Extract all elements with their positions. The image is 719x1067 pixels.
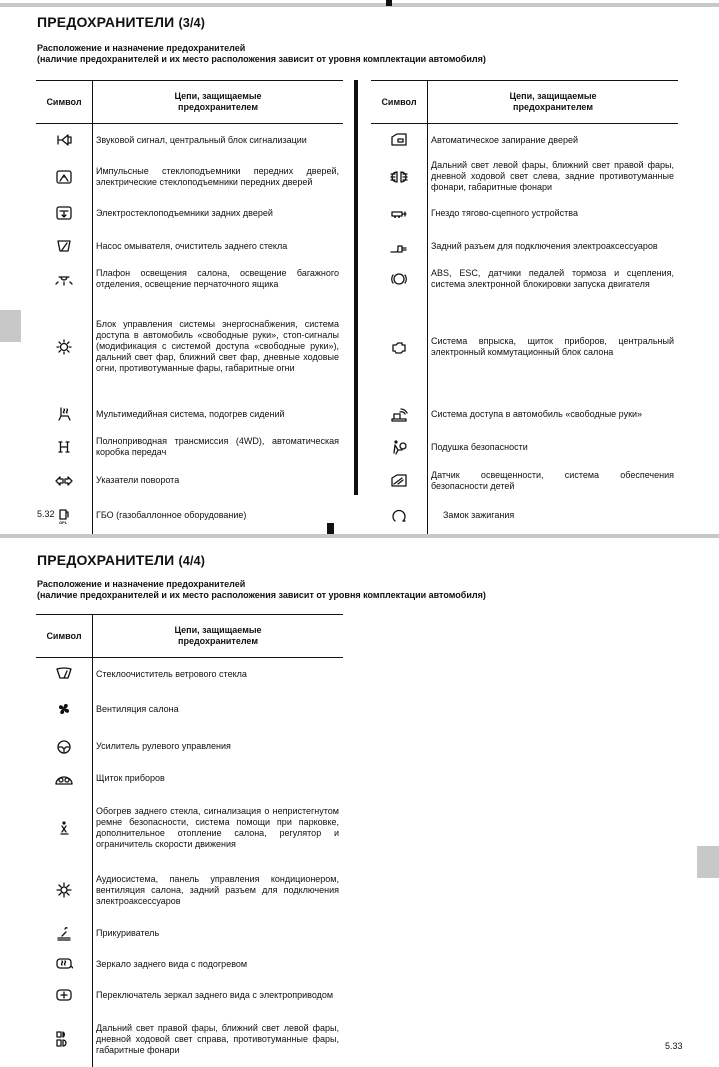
symbol-cell <box>36 464 93 498</box>
symbol-cell <box>36 263 93 296</box>
table-row <box>36 691 343 728</box>
page-number-top: 5.32 <box>37 509 55 519</box>
circuit-description: ГБО (газобаллонное оборудование) <box>96 510 247 520</box>
circuits-header <box>428 81 679 124</box>
table-row <box>371 464 678 498</box>
circuits-header-text: Цепи, защищаемые предохранителем <box>174 625 262 646</box>
fan-icon <box>55 700 73 718</box>
table-row <box>371 263 678 296</box>
table-row <box>36 296 343 398</box>
table-row <box>36 1012 343 1067</box>
circuits-header <box>93 615 344 658</box>
circuit-description: Звуковой сигнал, центральный блок сигнализации <box>96 134 307 145</box>
circuit-description: ABS, ESC, датчики педалей тормоза и сцепления, система электронной блокировки запуска двигателя <box>431 268 674 289</box>
airbag-icon <box>390 438 408 456</box>
table-row <box>371 296 678 398</box>
circuit-description: Усилитель рулевого управления <box>96 741 231 751</box>
table-row <box>371 498 678 534</box>
circuit-description: Блок управления системы энергоснабжения, система доступа в автомобиль «свободные руки», стоп-сигналы (модификация с системой доступа «свободные руки»), дальний свет фар, ближний свет фар, дневные ходовые огни, противотуманные фары, габаритные огни <box>96 319 339 373</box>
rear-wiper-icon <box>55 237 73 255</box>
symbol-header: Символ <box>371 81 428 124</box>
table-row <box>36 464 343 498</box>
abs-brake-icon <box>390 270 408 288</box>
circuit-description: Обогрев заднего стекла, сигнализация о непристегнутом ремне безопасности, система помощи при парковке, дополнительное отопление салона, регулятор и ограничитель скорости движения <box>96 805 339 849</box>
symbol-cell <box>36 431 93 464</box>
symbol-cell <box>36 197 93 230</box>
page-title-bottom <box>37 552 205 568</box>
column-divider <box>354 80 358 495</box>
mirror-adjust-icon <box>55 986 73 1004</box>
table-row <box>36 124 343 157</box>
symbol-header: Символ <box>36 615 93 658</box>
circuit-description: Стеклоочиститель ветрового стекла <box>96 668 247 679</box>
table-row <box>36 398 343 431</box>
symbol-cell <box>371 197 428 230</box>
circuit-description: Мультимедийная система, подогрев сидений <box>96 408 285 419</box>
heated-mirror-icon <box>55 955 73 973</box>
circuits-header-text: Цепи, защищаемые предохранителем <box>174 91 262 112</box>
circuit-description: Замок зажигания <box>443 510 515 520</box>
symbol-cell <box>371 296 428 398</box>
symbol-cell <box>371 157 428 197</box>
symbol-cell <box>36 950 93 979</box>
symbol-cell <box>36 658 93 691</box>
circuit-description: Плафон освещения салона, освещение багажного отделения, освещение перчаточного ящика <box>96 268 339 289</box>
circuit-description: Насос омывателя, очиститель заднего стекла <box>96 240 288 251</box>
table-row <box>371 124 678 157</box>
circuit-description: Переключатель зеркал заднего вида с электроприводом <box>96 989 334 1000</box>
table-row <box>36 230 343 263</box>
ignition-lock-icon <box>390 507 408 525</box>
headlights-right-icon <box>55 1030 73 1048</box>
symbol-cell <box>36 1012 93 1067</box>
turn-signal-icon <box>55 472 73 490</box>
symbol-cell <box>371 263 428 296</box>
circuit-description: Задний разъем для подключения электроаксессуаров <box>431 240 658 251</box>
table-row <box>371 398 678 431</box>
top-divider-bar <box>0 3 719 7</box>
table-row <box>36 658 343 691</box>
subtitle-line2: (наличие предохранителей и их место расположения зависит от уровня комплектации автомобиля) <box>37 53 486 64</box>
subtitle-top <box>37 43 486 64</box>
circuit-description: Зеркало заднего вида с подогревом <box>96 958 248 969</box>
circuit-description: Дальний свет левой фары, ближний свет правой фары, дневной ходовой свет слева, задние противотуманные фонари, габаритные фонари <box>431 160 674 192</box>
right-thumb-tab <box>697 846 719 878</box>
circuit-description: Гнездо тягово-сцепного устройства <box>431 207 578 218</box>
rear-power-window-icon <box>55 204 73 222</box>
fuse-table-top-left <box>36 80 343 534</box>
instrument-panel-icon <box>55 770 73 788</box>
svg-text:GPL: GPL <box>59 519 68 525</box>
symbol-cell <box>36 230 93 263</box>
4wd-icon <box>55 438 73 456</box>
page-number-bottom: 5.33 <box>665 1041 683 1051</box>
symbol-cell <box>371 498 428 534</box>
circuits-header-text: Цепи, защищаемые предохранителем <box>509 91 597 112</box>
audio-climate-icon <box>55 881 73 899</box>
table-header-row <box>36 615 343 658</box>
seatbelt-heater-icon <box>55 819 73 837</box>
symbol-cell <box>371 398 428 431</box>
symbol-cell <box>36 728 93 766</box>
horn-icon <box>55 131 73 149</box>
circuit-description: Импульсные стеклоподъемники передних дверей, электрические стеклоподъемники передних дверей <box>96 165 339 187</box>
subtitle-bottom <box>37 579 486 600</box>
fuse-table-top-right <box>371 80 678 534</box>
title-text: ПРЕДОХРАНИТЕЛИ <box>37 14 175 30</box>
table-row <box>36 197 343 230</box>
circuit-description: Система доступа в автомобиль «свободные руки» <box>431 408 643 419</box>
symbol-cell <box>36 917 93 950</box>
front-power-window-icon <box>55 168 73 186</box>
circuit-description: Автоматическое запирание дверей <box>431 134 579 145</box>
table-header-row <box>371 81 678 124</box>
circuit-description: Указатели поворота <box>96 475 180 485</box>
table-row <box>36 157 343 197</box>
left-thumb-tab <box>0 310 21 342</box>
symbol-header: Символ <box>36 81 93 124</box>
symbol-cell <box>36 296 93 398</box>
lighting-bulb-icon <box>55 338 73 356</box>
table-row <box>36 950 343 979</box>
circuit-description: Система впрыска, щиток приборов, центральный электронный коммутационный блок салона <box>431 335 674 357</box>
circuit-description: Щиток приборов <box>96 773 165 783</box>
symbol-cell <box>371 124 428 157</box>
title-text: ПРЕДОХРАНИТЕЛИ <box>37 552 175 568</box>
symbol-cell <box>371 431 428 464</box>
cigarette-lighter-icon <box>55 924 73 942</box>
table-row <box>36 263 343 296</box>
keyless-entry-icon <box>390 405 408 423</box>
title-part: (4/4) <box>178 554 206 568</box>
symbol-cell <box>36 124 93 157</box>
table-row <box>36 792 343 864</box>
circuit-description: Аудиосистема, панель управления кондиционером, вентиляция салона, задний разъем для подключения электроаксессуаров <box>96 873 339 906</box>
heated-seat-icon <box>55 405 73 423</box>
table-row <box>371 197 678 230</box>
circuit-description: Электростеклоподъемники задних дверей <box>96 207 273 218</box>
circuits-header <box>93 81 344 124</box>
symbol-cell <box>36 792 93 864</box>
table-row <box>36 431 343 464</box>
windshield-wiper-icon <box>55 665 73 683</box>
circuit-description: Прикуриватель <box>96 927 160 938</box>
title-part: (3/4) <box>178 16 206 30</box>
circuit-description: Дальний свет правой фары, ближний свет левой фары, дневной ходовой свет справа, противотуманные фары, габаритные фонари <box>96 1022 339 1055</box>
symbol-cell <box>371 230 428 263</box>
table-row <box>36 766 343 792</box>
symbol-cell <box>36 766 93 792</box>
light-sensor-icon <box>390 472 408 490</box>
engine-icon <box>390 338 408 356</box>
circuit-description: Подушка безопасности <box>431 441 528 452</box>
subtitle-line2: (наличие предохранителей и их место расположения зависит от уровня комплектации автомобиля) <box>37 589 486 600</box>
table-row <box>371 230 678 263</box>
table-row <box>36 917 343 950</box>
subtitle-line1: Расположение и назначение предохранителей <box>37 43 246 53</box>
interior-light-icon <box>55 270 73 288</box>
table-row <box>36 498 343 534</box>
table-row <box>36 864 343 917</box>
circuit-description: Полноприводная трансмиссия (4WD), автоматическая коробка передач <box>96 436 339 457</box>
circuit-description: Датчик освещенности, система обеспечения безопасности детей <box>431 469 674 491</box>
fuse-table-bottom <box>36 614 343 1067</box>
symbol-cell <box>36 157 93 197</box>
steering-icon <box>55 738 73 756</box>
table-header-row <box>36 81 343 124</box>
subtitle-line1: Расположение и назначение предохранителей <box>37 579 246 589</box>
symbol-cell <box>36 864 93 917</box>
symbol-cell <box>36 398 93 431</box>
table-row <box>371 431 678 464</box>
rear-socket-icon <box>390 237 408 255</box>
table-row <box>371 157 678 197</box>
circuit-description: Вентиляция салона <box>96 703 179 714</box>
page-title-top <box>37 14 205 30</box>
door-lock-icon <box>390 131 408 149</box>
top-page-marker <box>386 0 392 6</box>
symbol-cell <box>371 464 428 498</box>
table-row <box>36 728 343 766</box>
middle-divider-bar <box>0 534 719 538</box>
symbol-cell <box>36 979 93 1012</box>
table-row <box>36 979 343 1012</box>
lpg-icon <box>55 507 73 525</box>
tow-hitch-icon <box>390 204 408 222</box>
symbol-cell <box>36 691 93 728</box>
headlights-icon <box>390 168 408 186</box>
